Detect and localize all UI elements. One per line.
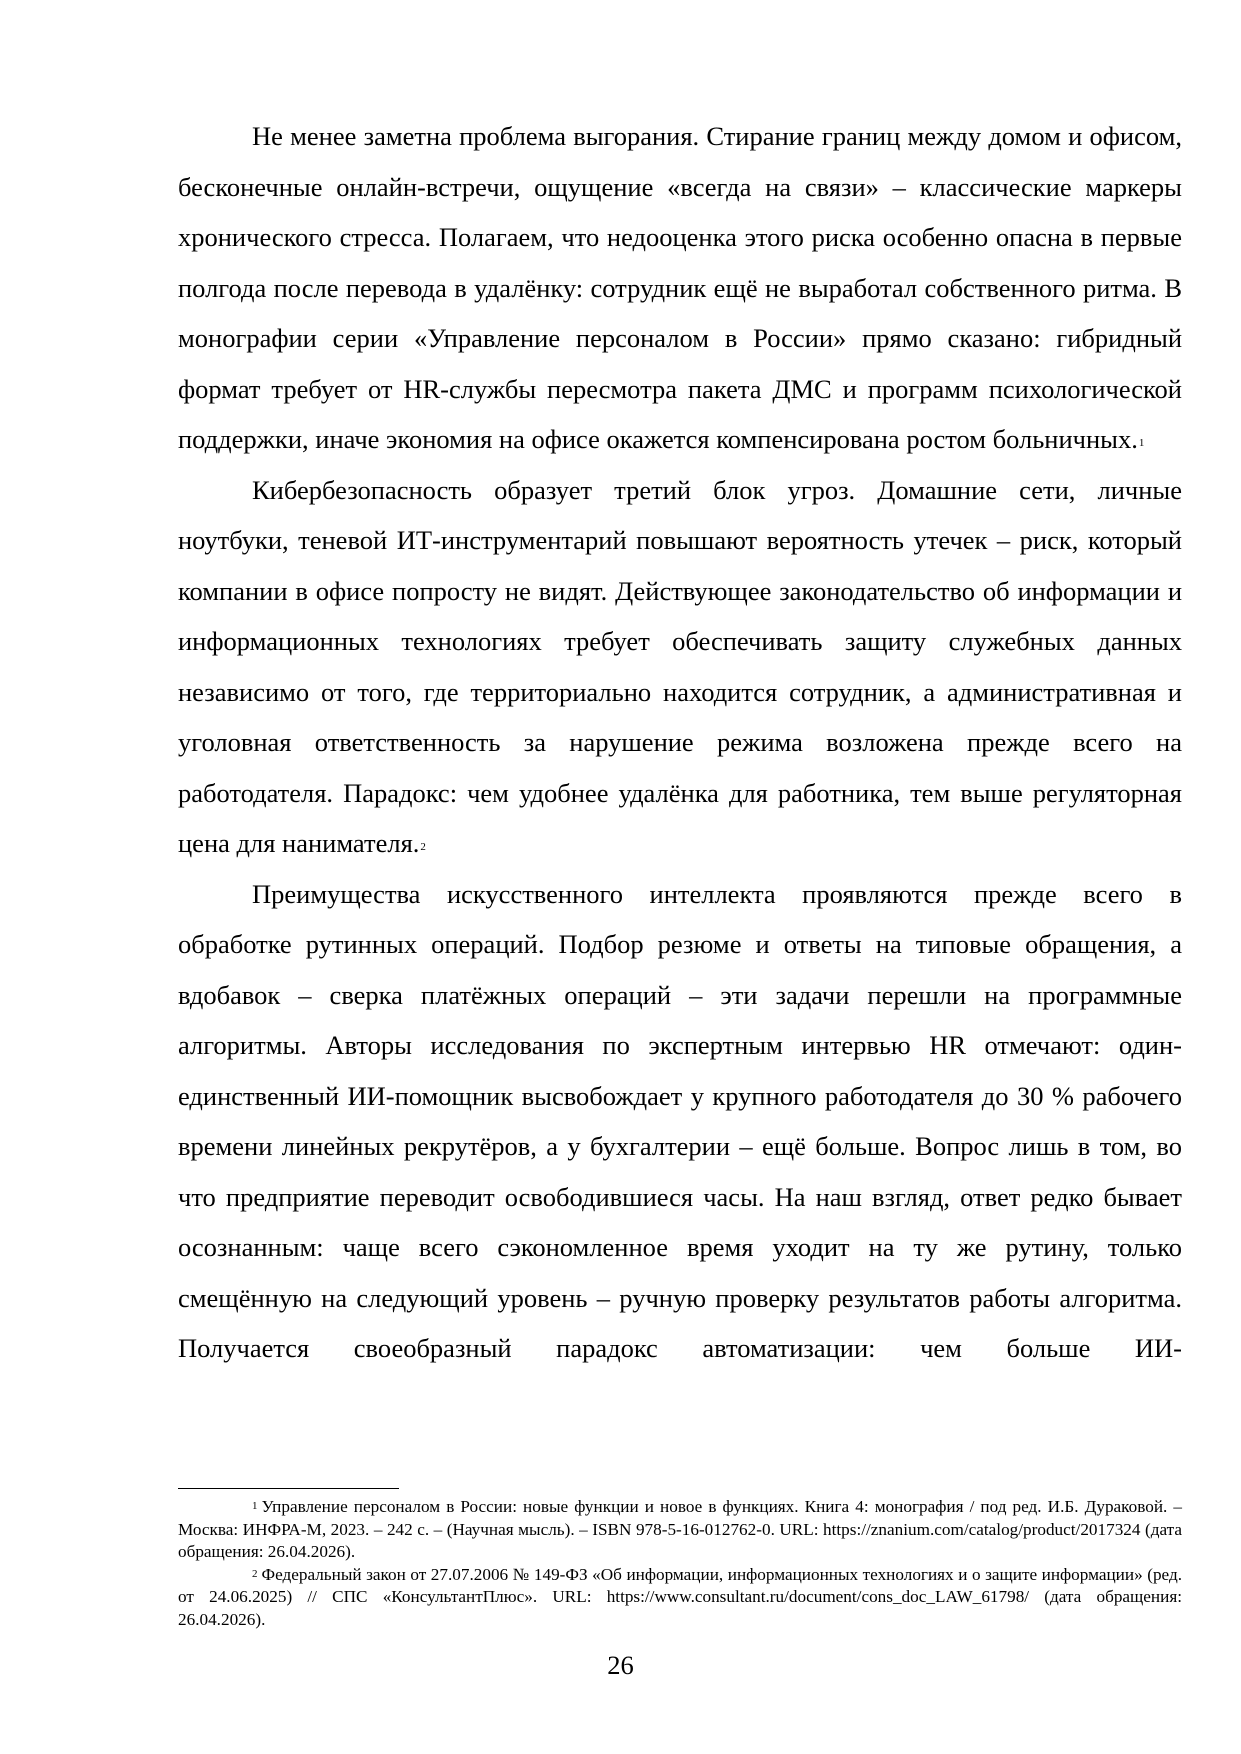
footnote-reference[interactable]: 2 [420,841,426,853]
footnote-1 [178,1496,1182,1564]
footnote-reference[interactable]: 1 [1138,437,1145,449]
footnote-number: 2 [252,1567,258,1580]
footnote-text: Управление персоналом в России: новые функции и новое в функциях. Книга 4: монография / под ред. И.Б. Дураковой. – Москва: ИНФРА-М, 2023. – 242 с. – (Научная мысль). – ISBN 978-5-16-012762-0. URL: https://znanium.com/catalog/product/2017324 (дата обращения: 26.04.2026). [178,1497,1182,1561]
body-text [178,111,1182,1374]
paragraph-text: Не менее заметна проблема выгорания. Стирание границ между домом и офисом, бесконечные онлайн-встречи, ощущение «всегда на связи» – классические маркеры хронического стресса. Полагаем, что недооценка этого риска особенно опасна в первые полгода после перевода в удалёнку: сотрудник ещё не выработал собственного ритма. В монографии серии «Управление персоналом в России» прямо сказано: гибридный формат требует от HR-службы пересмотра пакета ДМС и программ психологической поддержки, иначе экономия на офисе окажется компенсирована ростом больничных. [178,121,1182,454]
footnote-2 [178,1564,1182,1632]
footnotes [178,1496,1182,1631]
paragraph-text: Кибербезопасность образует третий блок угроз. Домашние сети, личные ноутбуки, теневой ИТ-инструментарий повышают вероятность утечек – риск, который компании в офисе попросту не видят. Действующее законодательство об информации и информационных технологиях требует обеспечивать защиту служебных данных независимо от того, где территориально находится сотрудник, а административная и уголовная ответственность за нарушение режима возложена прежде всего на работодателя. Парадокс: чем удобнее удалёнка для работника, тем выше регуляторная цена для нанимателя. [178,474,1182,858]
footnote-number: 1 [252,1500,258,1512]
paragraph-text: Преимущества искусственного интеллекта проявляются прежде всего в обработке рутинных операций. Подбор резюме и ответы на типовые обращения, а вдобавок – сверка платёжных операций – эти задачи перешли на программные алгоритмы. Авторы исследования по экспертным интервью HR отмечают: один-единственный ИИ-помощник высвобождает у крупного работодателя до 30 % рабочего времени линейных рекрутёров, а у бухгалтерии – ещё больше. Вопрос лишь в том, во что предприятие переводит освободившиеся часы. На наш взгляд, ответ редко бывает осознанным: чаще всего сэкономленное время уходит на ту же рутину, только смещённую на следующий уровень – ручную проверку результатов работы алгоритма. Получается своеобразный парадокс автоматизации: чем больше ИИ- [178,878,1182,1363]
footnote-text: Федеральный закон от 27.07.2006 № 149-ФЗ «Об информации, информационных технологиях и о защите информации» (ред. от 24.06.2025) // СПС «КонсультантПлюс». URL: https://www.consultant.ru/document/cons_doc_LAW_61798/ (дата обращения: 26.04.2026). [178,1564,1182,1629]
paragraph-cybersecurity [178,465,1182,869]
paragraph-ai-advantages [178,869,1182,1374]
footnote-separator [178,1488,399,1489]
paragraph-burnout [178,111,1182,465]
page-number: 26 [607,1650,634,1680]
